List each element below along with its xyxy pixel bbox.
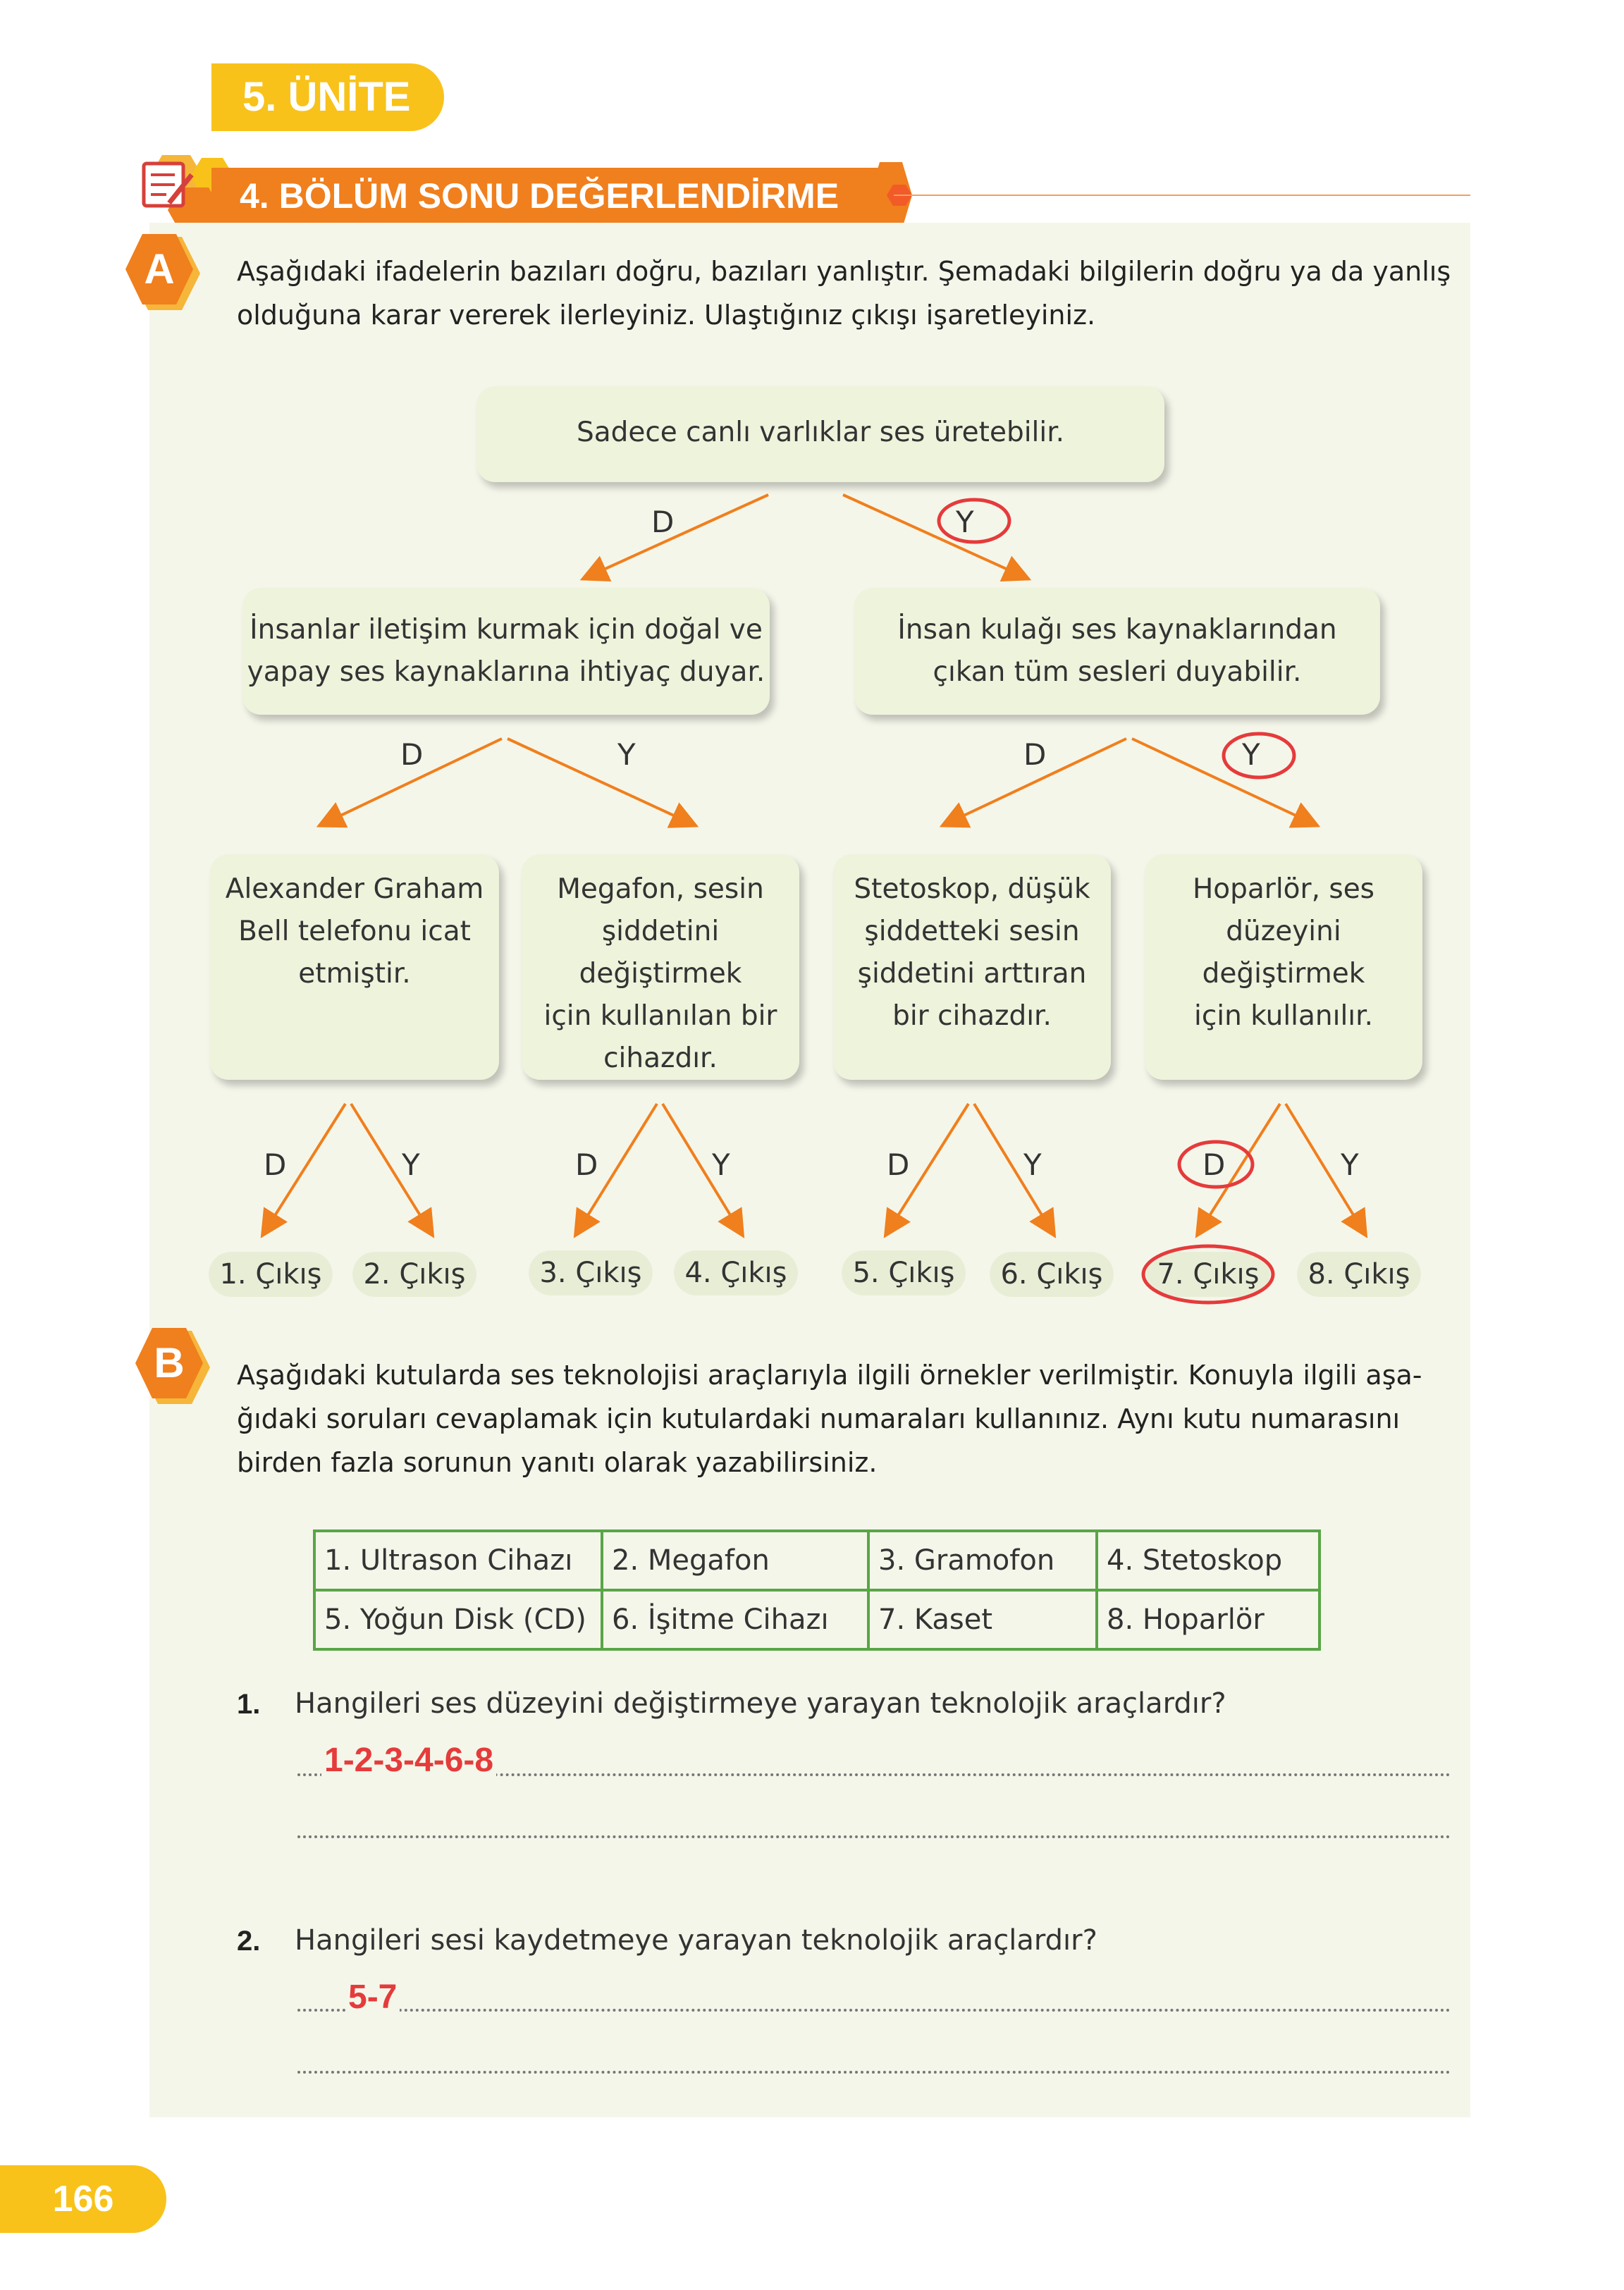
question-2-number: 2. <box>237 1926 261 1957</box>
unit-tab: 5. ÜNİTE <box>211 63 444 131</box>
question-2-answer: 5-7 <box>345 1978 400 2017</box>
answer-line[interactable] <box>297 1835 1451 1838</box>
selected-answer-circle <box>1219 730 1298 781</box>
branch-true-label: D <box>264 1147 287 1182</box>
table-cell: 7. Kaset <box>868 1590 1097 1649</box>
branch-false-label: Y <box>1242 737 1260 772</box>
exit-5[interactable]: 5. Çıkış <box>842 1250 966 1295</box>
page-number: 166 <box>0 2165 166 2233</box>
branch-true-label: D <box>1202 1147 1226 1182</box>
selected-answer-circle <box>935 496 1014 546</box>
instruction-b-line1: Aşağıdaki kutularda ses teknolojisi araçlarıyla ilgili örnekler verilmiştir. Konuyla ilgili aşa- <box>237 1360 1422 1391</box>
table-cell: 6. İşitme Cihazı <box>602 1590 868 1649</box>
exit-8[interactable]: 8. Çıkış <box>1297 1252 1421 1297</box>
technology-table <box>313 1529 1321 1651</box>
branch-false-label: Y <box>1341 1147 1359 1182</box>
branch-false-label: Y <box>617 737 636 772</box>
instruction-b-line2: ğıdaki soruları cevaplamak için kutulardaki numaraları kullanınız. Aynı kutu numarasını <box>237 1403 1401 1434</box>
instruction-b-line3: birden fazla sorunun yanıtı olarak yazabilirsiniz. <box>237 1447 878 1478</box>
instruction-a-line1: Aşağıdaki ifadelerin bazıları doğru, bazıları yanlıştır. Şemadaki bilgilerin doğru ya da yanlış <box>237 256 1451 287</box>
badge-a-label: A <box>144 245 175 293</box>
exit-6[interactable]: 6. Çıkış <box>990 1252 1114 1297</box>
question-1-answer: 1-2-3-4-6-8 <box>321 1741 496 1780</box>
table-row <box>314 1531 1320 1590</box>
branch-true-label: D <box>575 1147 598 1182</box>
branch-false-label: Y <box>1023 1147 1042 1182</box>
instruction-b <box>237 1353 1456 1484</box>
answer-line[interactable] <box>297 2009 1451 2012</box>
question-1-number: 1. <box>237 1689 261 1720</box>
statement-box-human-ear: İnsan kulağı ses kaynaklarından çıkan tüm sesleri duyabilir. <box>854 588 1380 715</box>
statement-box-megafon: Megafon, sesin şiddetini değiştirmek için kullanılan bir cihazdır. <box>522 854 799 1080</box>
table-row <box>314 1590 1320 1649</box>
question-1-text: Hangileri ses düzeyini değiştirmeye yarayan teknolojik araçlardır? <box>295 1687 1226 1720</box>
table-cell: 5. Yoğun Disk (CD) <box>314 1590 602 1649</box>
table-cell: 1. Ultrason Cihazı <box>314 1531 602 1590</box>
exit-7[interactable]: 7. Çıkış <box>1146 1252 1270 1297</box>
root-false-label: Y <box>956 505 974 539</box>
question-2-text: Hangileri sesi kaydetmeye yarayan teknolojik araçlardır? <box>295 1924 1097 1957</box>
branch-true-label: D <box>400 737 424 772</box>
branch-false-label: Y <box>402 1147 420 1182</box>
branch-true-label: D <box>1023 737 1047 772</box>
table-cell: 8. Hoparlör <box>1097 1590 1320 1649</box>
selected-exit-circle <box>1139 1241 1277 1308</box>
statement-box-graham-bell: Alexander Graham Bell telefonu icat etmiştir. <box>210 854 499 1080</box>
root-true-label: D <box>651 505 675 539</box>
statement-box-communication: İnsanlar iletişim kurmak için doğal ve yapay ses kaynaklarına ihtiyaç duyar. <box>242 588 770 715</box>
root-statement-box: Sadece canlı varlıklar ses üretebilir. <box>476 386 1164 482</box>
exit-1[interactable]: 1. Çıkış <box>209 1252 333 1297</box>
answer-line[interactable] <box>297 2071 1451 2074</box>
statement-box-stetoskop: Stetoskop, düşük şiddetteki sesin şiddetini arttıran bir cihazdır. <box>833 854 1111 1080</box>
branch-false-label: Y <box>712 1147 730 1182</box>
table-cell: 3. Gramofon <box>868 1531 1097 1590</box>
table-cell: 4. Stetoskop <box>1097 1531 1320 1590</box>
exit-2[interactable]: 2. Çıkış <box>352 1252 476 1297</box>
table-cell: 2. Megafon <box>602 1531 868 1590</box>
statement-box-hoparlor: Hoparlör, ses düzeyini değiştirmek için kullanılır. <box>1145 854 1422 1080</box>
branch-true-label: D <box>887 1147 910 1182</box>
section-title: 4. BÖLÜM SONU DEĞERLENDİRME <box>211 168 894 223</box>
exit-4[interactable]: 4. Çıkış <box>674 1250 798 1295</box>
selected-answer-circle <box>1174 1138 1257 1191</box>
exit-3[interactable]: 3. Çıkış <box>529 1250 653 1295</box>
instruction-a-line2: olduğuna karar vererek ilerleyiniz. Ulaştığınız çıkışı işaretleyiniz. <box>237 300 1096 331</box>
badge-b-label: B <box>154 1339 185 1386</box>
